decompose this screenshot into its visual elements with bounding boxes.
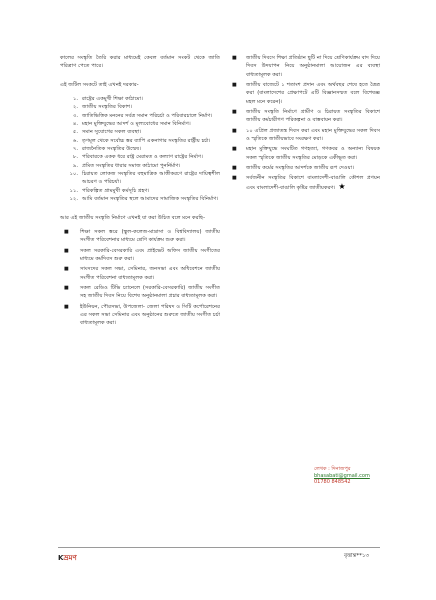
item-text: মহান মুক্তিযুদ্ধের আদর্শ ও মূল্যবোধের সমান বিনির্মাণ।: [82, 121, 191, 128]
bullet-square-icon: ■: [232, 127, 237, 134]
bullet-text: সকল সরকারি-বেসরকারি এবং প্রাইভেট অফিস জাতীয় সংগীতের মাধ্যমে কর্মদিবস শুরু করা।: [80, 247, 220, 262]
item-number: ৪.: [72, 121, 78, 128]
item-text: রাজনৈতিক সংস্কৃতির উন্মেষ।: [82, 146, 141, 153]
bullet-item: [232, 164, 380, 172]
author-phone: 01780 848542: [314, 479, 351, 486]
numbered-item: [60, 112, 220, 120]
bullet-square-icon: ■: [64, 303, 69, 310]
numbered-item: [60, 95, 220, 103]
item-number: ১০.: [69, 171, 78, 178]
item-text: রাষ্ট্রের একমুখী শিক্ষা কাঠামো।: [82, 96, 143, 103]
footer-logo: [58, 552, 77, 564]
bullet-item: [60, 247, 220, 264]
intro-paragraph: কালের সংস্কৃতি তৈরি করার মাধ্যমেই কেবল বর্তমান সংকট থেকে জাতি পরিত্রাণ পেতে পারে।: [60, 55, 220, 70]
bullet-text: ১০ এপ্রিল প্রজাতন্ত্র দিবস করা এবং মহান মুক্তিযুদ্ধের সকল দিবস ও স্মৃতিকে জাতীয়ভাবে সংরক্ষণ করা।: [246, 127, 380, 143]
numbered-item: [60, 145, 220, 153]
item-text: পরিকল্পিত গ্রামমুখী কর্মসূচি গ্রহণ।: [82, 187, 150, 194]
bullet-item: [60, 228, 220, 245]
bullet-item: [232, 108, 380, 125]
numbered-item: [60, 128, 220, 136]
author-label: লেখক: [314, 466, 327, 472]
page-number: বৃত্তান্ত**১৩: [344, 553, 370, 559]
numbered-item: [60, 153, 220, 161]
author-email[interactable]: bhasabati@gmail.com: [314, 472, 370, 479]
bullet-item: [232, 127, 380, 144]
bullet-square-icon: ■: [64, 266, 69, 273]
footer-logo-text: ভ্রমণ: [63, 554, 77, 562]
numbered-item: [60, 103, 220, 111]
bullet-text: জাতীয় কর্মের সংস্কৃতির আদর্শকে জাতীয় রূপ দেওয়া।: [246, 165, 355, 172]
numbered-list: [60, 95, 220, 203]
item-number: ২.: [72, 104, 78, 111]
item-number: ১.: [72, 96, 78, 103]
bullet-text: জাতীয় দিবসে শিক্ষা প্রতিষ্ঠান ছুটি না দিয়ে শ্রেণিকার্যক্রম বাদ দিয়ে দিবস উদযাপন নিয়ে অনুষ্ঠানমালা আয়োজন এর ব্যবস্থা বাধ্যতামূলক করা।: [246, 55, 380, 78]
bullet-text: জাতীয় সংস্কৃতি নির্মাণে গ্রামীণ ও চিরায়ত সংস্কৃতির বিকাশে জাতীয় কর্মচারীগণ পরিকল্পনা ও বাস্তবায়ন করা।: [246, 109, 380, 124]
author-separator: :: [326, 466, 332, 472]
bullet-square-icon: ■: [232, 146, 237, 153]
bullet-square-icon: ■: [64, 228, 69, 235]
author-name-row: [314, 466, 372, 473]
bullet-item: [60, 284, 220, 301]
item-number: ৩.: [72, 112, 78, 119]
bullet-item: [232, 174, 380, 192]
bullet-text: ইউনিয়ন, পৌরসভা, উপজেলা- জেলা পরিষদ ও সিটি কর্পোরেশনের এর সকল সভা সেমিনার এবং অনুষ্ঠানের শুরুতে জাতীয় সংগীত চর্চা বাধ্যতামূলক করা।: [80, 303, 220, 327]
numbered-item: [60, 137, 220, 145]
item-number: ৮.: [72, 154, 78, 161]
bullet-square-icon: ■: [64, 284, 69, 291]
bullet-item: [232, 54, 380, 79]
item-text: জাতিভিত্তিক মননের সর্বত্র সমান পরিচর্চা ও পরিবারচালে নির্মাণ।: [82, 112, 213, 119]
footer-logo-prefix: K: [58, 554, 64, 562]
item-number: ৭.: [72, 146, 78, 153]
bullet-square-icon: ■: [232, 109, 237, 116]
bullet-square-icon: ■: [232, 82, 237, 89]
bullet-text: সর্বজনীন সংস্কৃতির বিকাশে বাংলাদেশী-বাঙালি কৌশল প্রণয়ন এবং বাংলাদেশী-বাঙালি কৃষ্টির জাতীয়করণ। ★: [246, 175, 380, 191]
bullet-square-icon: ■: [232, 55, 237, 61]
item-number: ৯.: [72, 162, 78, 169]
author-location: দিনাজপুর: [331, 466, 351, 472]
end-star-icon: ★: [338, 181, 346, 191]
numbered-item: [60, 120, 220, 128]
author-box: [314, 466, 372, 486]
right-column: [232, 54, 380, 194]
item-number: ১১.: [69, 187, 78, 194]
bullet-text: সকল রেডিও টিভি চ্যানেলে (সরকারি-বেসরকারি) জাতীয় সংগীত সহ জাতীয় দিবস নিয়ে বিশেষ অনুষ্ঠানমালা প্রচার বাধ্যতামূলক করা।: [80, 284, 220, 300]
bullet-text: সাংসদের সকল সভা, সেমিনার, জনসভা এবং অধিবেশনে জাতীয় সংগীত পরিবেশনা বাধ্যতামূলক করা।: [80, 266, 220, 281]
item-text: তৃণমূল থেকে সর্বোচ্চ স্তর ব্যাপি একনাগার সংস্কৃতির রাষ্ট্রীয় চর্চা।: [82, 137, 211, 144]
needs-heading: এই জটিল সংকটে তাই এখনই দরকার-: [60, 81, 139, 88]
bullet-text: জাতীয় বাজেটে ১ শতাংশ প্রদান এবং অর্থবছর শেষে হতে ত্রৈত্র করা (বাংলাদেশের প্রেক্ষাপটে এটি বিজ্ঞানসম্মত বলে বিশেষজ্ঞ মহল মনে করেন)।: [246, 82, 380, 105]
item-text: পরিবারকে একক ধরে রাষ্ট্র মেরামত ও কল্যাণ রাষ্ট্রের নির্মাণ।: [82, 154, 203, 161]
bullet-item: [60, 265, 220, 282]
numbered-item: [60, 162, 220, 170]
item-number: ৬.: [72, 137, 78, 144]
item-number: ১২.: [69, 196, 78, 203]
item-text: সমান সুযোগের সকল ব্যবস্থা।: [82, 129, 142, 136]
bullet-text: মহান মুক্তিযুদ্ধে সংঘটিত গণহত্যা, গণকবর ও অন্যান্য বিষয়ক সকল স্মৃতিকে জাতীয় সংস্কৃতির মোড়কে একীভূত করা।: [246, 146, 380, 161]
footer-divider: [58, 547, 380, 548]
proposals-heading: আর এই জাতীয় সংস্কৃতি নির্মাণে এখনই যা করা উচিত বলে মনে করছি-: [60, 214, 205, 221]
bullet-square-icon: ■: [232, 165, 237, 172]
bullet-square-icon: ■: [232, 175, 237, 182]
item-text: প্রমিত সংস্কৃতির ধারার সমাজ কাঠামো পুনর্নির্মাণ।: [82, 162, 181, 169]
item-text: চিরায়ত লোকজ সংস্কৃতির বহুমাত্রিক আত্তীকরণে রাষ্ট্রের দায়িত্বশীল আচরণ ও পরিচর্যা।: [82, 171, 220, 186]
left-bullet-list: [60, 228, 220, 328]
numbered-item: [60, 195, 220, 203]
left-column: [60, 54, 220, 330]
bullet-item: [232, 81, 380, 106]
right-bullet-list: [232, 54, 380, 192]
item-number: ৫.: [72, 129, 78, 136]
item-text: জাতীয় সংস্কৃতির বিকাশ।: [82, 104, 132, 111]
bullet-square-icon: ■: [64, 247, 69, 254]
bullet-text: শিক্ষা সকল স্তরে (স্কুল-কলেজ-মাদ্রাসা ও বিশ্ববিদ্যালয়) জাতীয় সংগীত পরিবেশনার মাধ্যমে শ্রেণি কার্যক্রম শুরু করা।: [80, 228, 220, 244]
bullet-item: [232, 145, 380, 162]
numbered-item: [60, 187, 220, 195]
item-text: আমি বর্তমান সংস্কৃতির স্থলে আমাদের সামাজিক সংস্কৃতির বিনির্মাণ।: [82, 196, 219, 203]
bullet-item: [60, 303, 220, 328]
numbered-item: [60, 170, 220, 187]
